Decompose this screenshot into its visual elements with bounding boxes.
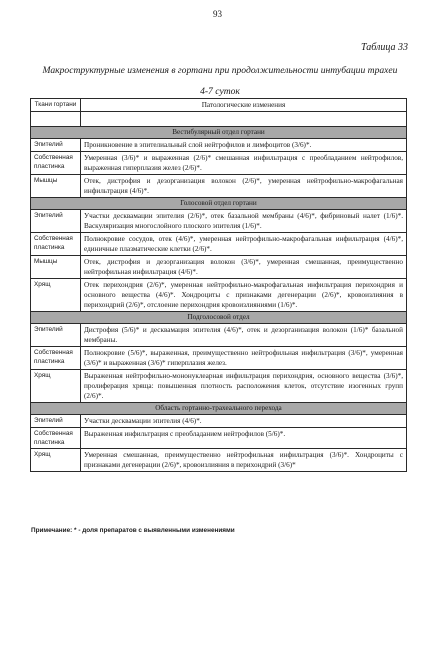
change-cell: Полнокровие сосудов, отек (4/6)*, умеренная нейтрофильно-макрофагальная инфильтрация (4/6)*, единичные плазматические клетки (2/6)*. (81, 233, 407, 256)
table-title: Макроструктурные изменения в гортани при продолжительности интубации трахеи 4-7 суток (42, 65, 398, 97)
section-title: Вестибулярный отдел гортани (31, 127, 407, 139)
table-row (31, 370, 407, 403)
tissue-cell: Эпителий (31, 324, 81, 347)
table-row (31, 324, 407, 347)
change-cell: Полнокровие (5/6)*, выраженная, преимущественно нейтрофильная инфильтрация (3/6)*, умеренная (3/6)* и выраженная (3/6)* гиперплазия желез. (81, 347, 407, 370)
table-footnote: Примечание: * - доля препаратов с выявленными изменениями (31, 527, 235, 534)
tissue-cell: Собственная пластинка (31, 152, 81, 175)
table-row (31, 347, 407, 370)
page-number: 93 (213, 9, 222, 19)
change-cell: Умеренная (3/6)* и выраженная (2/6)* смешанная инфильтрация с преобладанием нейтрофилов, выраженная гиперплазия желез (2/6)*. (81, 152, 407, 175)
change-cell: Отек, дистрофия и дезорганизация волокон (2/6)*, умеренная нейтрофильно-макрофагальная инфильтрация (4/6)*. (81, 175, 407, 198)
tissue-cell: Эпителий (31, 415, 81, 428)
tissue-cell: Эпителий (31, 139, 81, 152)
tissue-cell: Собственная пластинка (31, 233, 81, 256)
table-row (31, 152, 407, 175)
change-cell: Выраженная нейтрофильно-мононуклеарная инфильтрация перихондрия, основного вещества (3/6)*, пролиферация хряща: повышенная плотность расположения клеток, отсутствие изогенных групп (2/6)*. (81, 370, 407, 403)
tissue-cell: Хрящ (31, 279, 81, 312)
table-row (31, 233, 407, 256)
table-row (31, 428, 407, 449)
section-header (31, 198, 407, 210)
section-header (31, 403, 407, 415)
table-spacer-row (31, 112, 407, 127)
table-row (31, 210, 407, 233)
change-cell: Участки десквамации эпителия (4/6)*. (81, 415, 407, 428)
change-cell: Проникновение в эпителиальный слой нейтрофилов и лимфоцитов (3/6)*. (81, 139, 407, 152)
section-header (31, 127, 407, 139)
header-changes: Патологические изменения (81, 99, 407, 112)
table-row (31, 175, 407, 198)
tissue-cell: Эпителий (31, 210, 81, 233)
table-header-row (31, 99, 407, 112)
change-cell: Дистрофия (5/6)* и десквамация эпителия (4/6)*, отек и дезорганизация волокон (1/6)* базальной мембраны. (81, 324, 407, 347)
tissue-cell: Хрящ (31, 370, 81, 403)
table-row (31, 139, 407, 152)
header-tissue: Ткани гортани (31, 99, 81, 112)
table-row (31, 256, 407, 279)
change-cell: Участки десквамации эпителия (2/6)*, отек базальной мембраны (4/6)*, фибриновый налет (1/6)*. Васкуляризация многослойного плоского эпителия (1/6)*. (81, 210, 407, 233)
tissue-cell: Собственная пластинка (31, 347, 81, 370)
table-caption: Таблица 33 (361, 42, 408, 53)
change-cell: Выраженная инфильтрация с преобладанием нейтрофилов (5/6)*. (81, 428, 407, 449)
change-cell: Умеренная смешанная, преимущественно нейтрофильная инфильтрация (3/6)*. Хондроциты с признаками дегенерации (2/6)*, кровоизлияния в перихондрий (3/6)* (81, 449, 407, 472)
pathology-table (30, 98, 407, 472)
change-cell: Отек, дистрофия и дезорганизация волокон (3/6)*, умеренная смешанная, преимущественно нейтрофильная инфильтрация (4/6)*. (81, 256, 407, 279)
section-title: Подголосовой отдел (31, 312, 407, 324)
tissue-cell: Хрящ (31, 449, 81, 472)
table-row (31, 415, 407, 428)
section-title: Голосовой отдел гортани (31, 198, 407, 210)
change-cell: Отек перихондрия (2/6)*, умеренная нейтрофильно-макрофагальная инфильтрация перихондрия и основного вещества (4/6)*. Хондроциты с признаками дегенерации (2/6)*, кровоизлияния в перихондрий (2/6)*, отслоение перихондрия кровоизлияниями (1/6)*. (81, 279, 407, 312)
tissue-cell: Собственная пластинка (31, 428, 81, 449)
section-header (31, 312, 407, 324)
tissue-cell: Мышцы (31, 175, 81, 198)
section-title: Область гортанно-трахеального перехода (31, 403, 407, 415)
table-row (31, 449, 407, 472)
table-row (31, 279, 407, 312)
tissue-cell: Мышцы (31, 256, 81, 279)
